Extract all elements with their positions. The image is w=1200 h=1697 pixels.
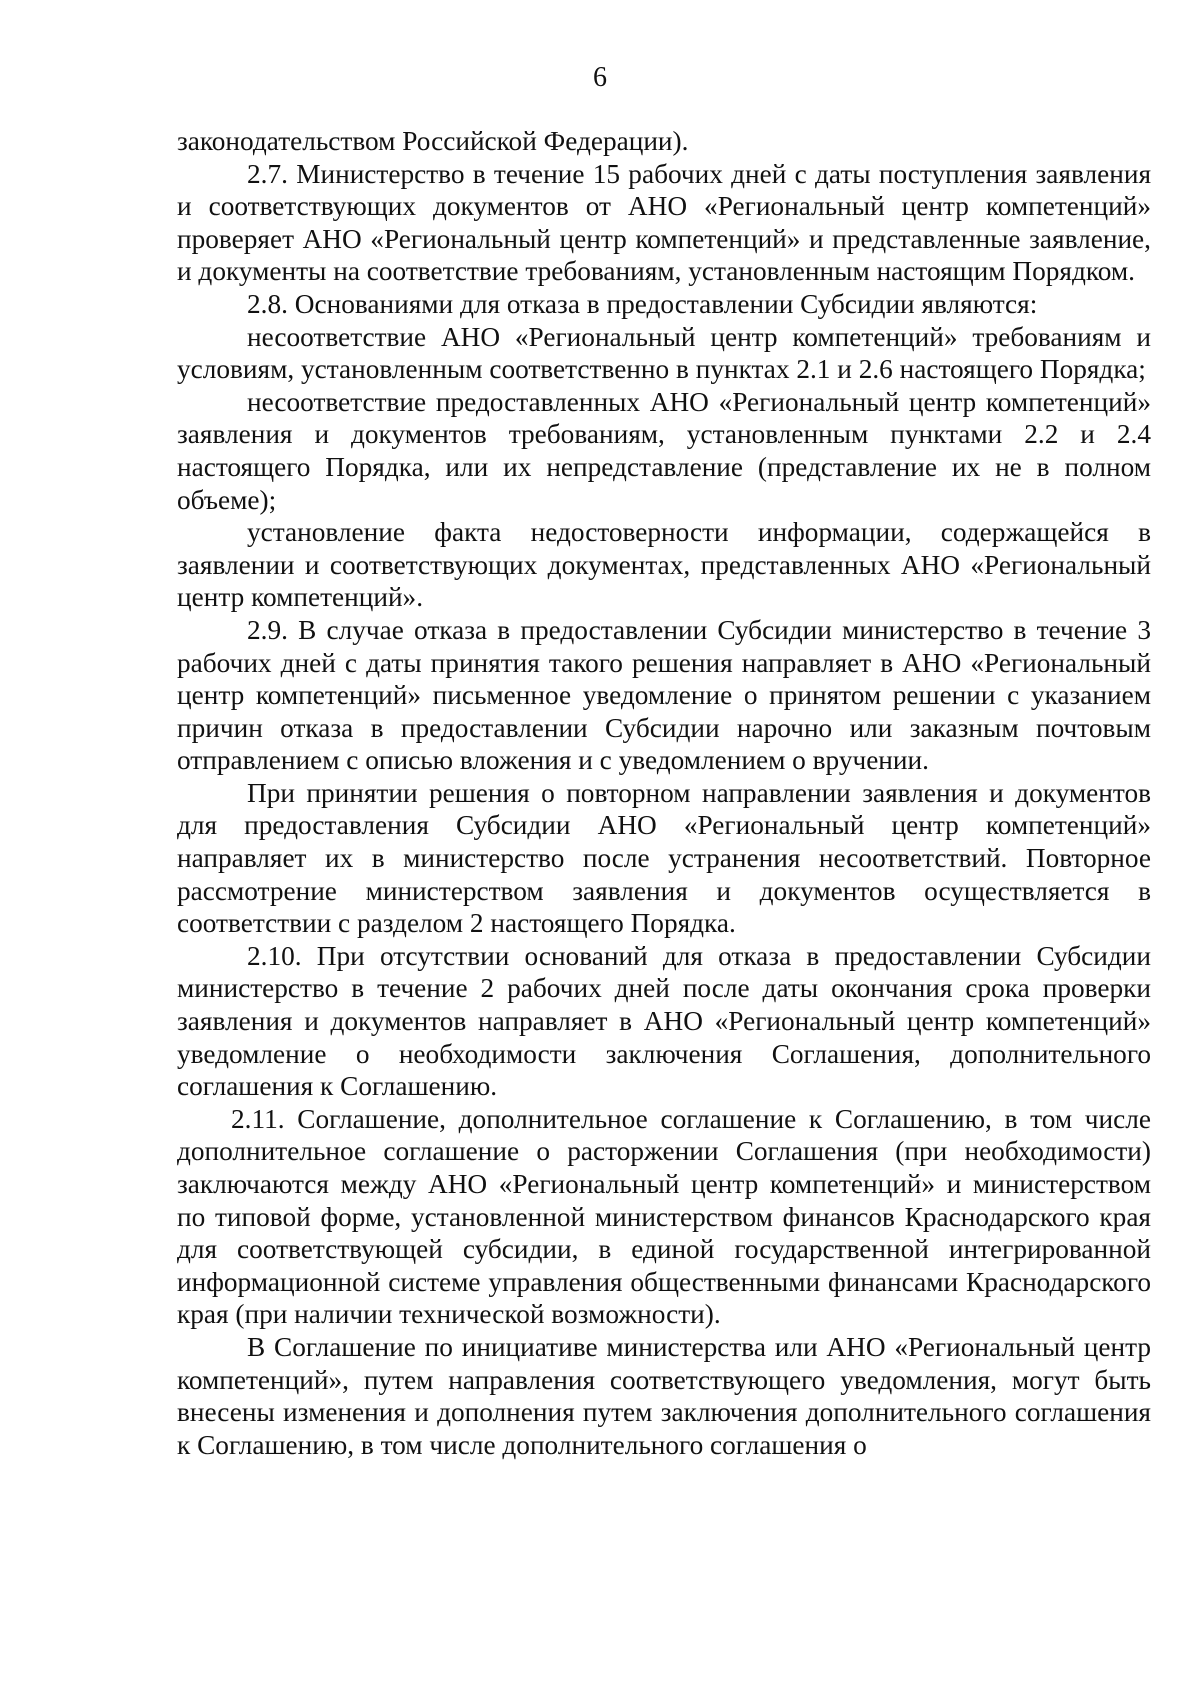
paragraph-continuation: законодательством Российской Федерации). [177,126,689,156]
paragraph-refusal-ground-1: несоответствие АНО «Региональный центр компетенций» требованиям и условиям, установленным соответственно в пунктах 2.1 и 2.6 настоящего Порядка; [177,321,1151,385]
paragraph-agreement-changes: В Соглашение по инициативе министерства или АНО «Региональный центр компетенций», путем направления соответствующего уведомления, могут быть внесены изменения и дополнения путем заключения дополнительного соглашения к Соглашению, в том числе дополнительного соглашения о [177,1331,1151,1460]
paragraph-2-11: 2.11. Соглашение, дополнительное соглашение к Соглашению, в том числе дополнительное соглашение о расторжении Соглашения (при необходимости) заключаются между АНО «Региональный центр компетенций» и министерством по типовой форме, установленной министерством финансов Краснодарского края для соответствующей субсидии, в единой государственной интегрированной информационной системе управления общественными финансами Краснодарского края (при наличии технической возможности). [177,1103,1151,1330]
paragraph-resubmission: При принятии решения о повторном направлении заявления и документов для предоставления Субсидии АНО «Региональный центр компетенций» направляет их в министерство после устранения несоответствий. Повторное рассмотрение министерством заявления и документов осуществляется в соответствии с разделом 2 настоящего Порядка. [177,777,1151,939]
paragraph-refusal-ground-3: установление факта недостоверности информации, содержащейся в заявлении и соответствующих документах, представленных АНО «Региональный центр компетенций». [177,517,1151,613]
paragraph-2-10: 2.10. При отсутствии оснований для отказа в предоставлении Субсидии министерство в течение 2 рабочих дней после даты окончания срока проверки заявления и документов направляет в АНО «Региональный центр компетенций» уведомление о необходимости заключения Соглашения, дополнительного соглашения к Соглашению. [177,940,1151,1102]
page-number: 6 [593,62,607,93]
paragraph-2-9: 2.9. В случае отказа в предоставлении Субсидии министерство в течение 3 рабочих дней с даты принятия такого решения направляет в АНО «Региональный центр компетенций» письменное уведомление о принятом решении с указанием причин отказа в предоставлении Субсидии нарочно или заказным почтовым отправлением с описью вложения и с уведомлением о вручении. [177,614,1151,776]
paragraph-2-7: 2.7. Министерство в течение 15 рабочих дней с даты поступления заявления и соответствующих документов от АНО «Региональный центр компетенций» проверяет АНО «Региональный центр компетенций» и представленные заявление, и документы на соответствие требованиям, установленным настоящим Порядком. [177,158,1151,287]
document-body [177,125,1151,1461]
paragraph-2-8: 2.8. Основаниями для отказа в предоставлении Субсидии являются: [247,288,1038,319]
paragraph-refusal-ground-2: несоответствие предоставленных АНО «Региональный центр компетенций» заявления и документов требованиям, установленным пунктами 2.2 и 2.4 настоящего Порядка, или их непредставление (представление их не в полном объеме); [177,386,1151,515]
